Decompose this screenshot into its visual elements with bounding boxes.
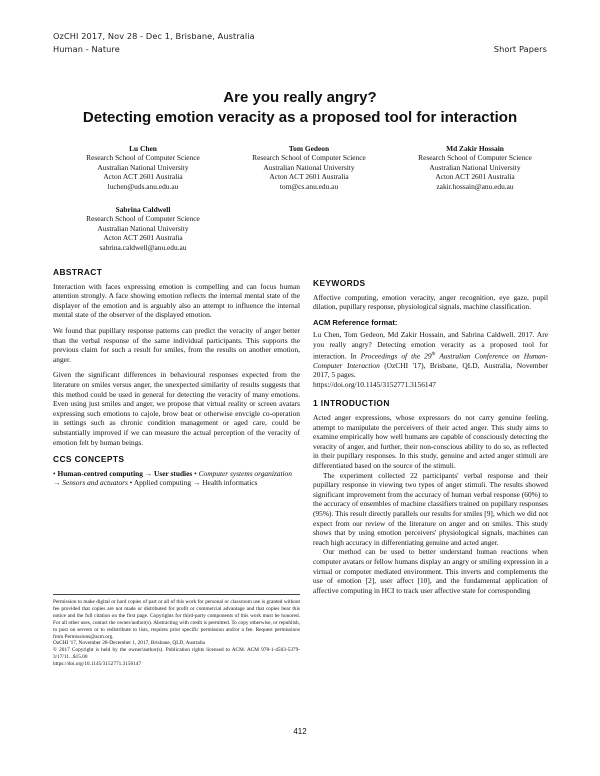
abstract-paragraph: We found that pupillary response patterns can predict the veracity of anger better than the verbal response of the same individual participants. This supports the previous claim for such a result for smiles, from the results on another emotion, anger. xyxy=(53,325,300,364)
author-block xyxy=(53,205,233,252)
author-dept: Research School of Computer Science xyxy=(86,214,200,224)
permission-doi: https://doi.org/10.1145/3152771.3156147 xyxy=(53,661,142,668)
author-name: Md Zakir Hossain xyxy=(446,144,504,153)
venue-header: OzCHI 2017, Nov 28 - Dec 1, Brisbane, Australia xyxy=(53,31,255,41)
author-block xyxy=(219,144,399,191)
ccs-heading: CCS CONCEPTS xyxy=(53,454,125,465)
reference-superscript: th xyxy=(431,351,436,357)
author-block xyxy=(385,144,565,191)
reference-post: (OzCHI '17), Brisbane, QLD, Australia, November 2017, 5 pages. xyxy=(313,360,548,380)
footnote-divider xyxy=(53,594,300,595)
introduction-heading: 1 INTRODUCTION xyxy=(313,398,390,409)
author-univ: Australian National University xyxy=(97,223,189,233)
left-column xyxy=(53,268,300,494)
author-email: tom@cs.anu.edu.au xyxy=(279,181,339,191)
ccs-bullet: • xyxy=(129,478,133,488)
permission-block xyxy=(53,599,300,668)
intro-paragraph: The experiment collected 22 participants' verbal response and their pupillary response in viewing two types of anger stimuli. The results showed significant improvement from the accuracy of human verbal response (60%) to the accuracy of ensembles of machine classifiers trained on pupillary responses (95%). This result directly parallels our results for smiles [9], which we did not expect from our review of the literature on anger and on smiles. This study shows that by using emotion perceivers' physiological signals, machines can reach high accuracy in differentiating genuine and acted anger. xyxy=(313,470,548,547)
author-email: zakir.hossain@anu.edu.au xyxy=(436,181,514,191)
keywords-heading: KEYWORDS xyxy=(313,278,366,288)
author-address: Acton ACT 2601 Australia xyxy=(103,172,183,182)
author-dept: Research School of Computer Science xyxy=(418,153,532,163)
author-dept: Research School of Computer Science xyxy=(252,153,366,163)
ccs-concept: Computer systems organization → Sensors and actuators xyxy=(53,468,292,488)
author-block xyxy=(53,144,233,191)
keywords-text: Affective computing, emotion veracity, anger recognition, eye gaze, pupil dilation, pupillary response, physiological signals, machine classification. xyxy=(313,292,548,312)
abstract-paragraph: Interaction with faces expressing emotion is compelling and can focus human attention strongly. A face showing emotion reflects the internal mental state of the displayer of the emotion and is arguably also an attempt to influence the internal mental state of the observer of the displayed emotion. xyxy=(53,281,300,320)
page-number: 412 xyxy=(293,727,307,736)
title-line-1: Are you really angry? xyxy=(223,89,377,106)
author-univ: Australian National University xyxy=(263,162,355,172)
permission-conference: OzCHI '17, November 28-December 1, 2017, Brisbane, QLD, Australia xyxy=(53,640,206,647)
reference-pre: Lu Chen, Tom Gedeon, Md Zakir Hossain, and Sabrina Caldwell. 2017. Are you really angry? Detecting emotion veracity as a proposed tool for interaction. In xyxy=(313,330,548,361)
author-name: Tom Gedeon xyxy=(288,144,330,153)
ccs-concept: Applied computing → Health informatics xyxy=(133,478,258,488)
reference-proceedings: Proceedings of the 29 xyxy=(360,351,432,361)
reference-doi: https://doi.org/10.1145/3152771.3156147 xyxy=(313,379,436,389)
reference-heading: ACM Reference format: xyxy=(313,317,398,327)
permission-text: Permission to make digital or hard copies of part or all of this work for personal or classroom use is granted without fee provided that copies are not made or distributed for profit or commercial advantage and that copies bear this notice and the full citation on the first page. Copyrights for third-party components of this work must be honored. For all other uses, contact the owner/author(s). Abstracting with credit is permitted. To copy otherwise, or republish, to post on servers or to redistribute to lists, requires prior specific permission and/or a fee. Request permissions from Permissions@acm.org. xyxy=(53,599,300,640)
author-email: luchen@uds.anu.edu.au xyxy=(107,181,179,191)
author-univ: Australian National University xyxy=(429,162,521,172)
author-address: Acton ACT 2601 Australia xyxy=(103,233,183,243)
abstract-paragraph: Given the significant differences in behavioural responses expected from the literature on smiles versus anger, the unexpected similarity of results suggests that this method could be used in general for detecting the veracity of many emotions. Even using just smiles and anger, we propose that virtual reality or screen avatars expressing such emotions to cajole, brow beat or otherwise envcigle co-operation in settings such as chronic condition management or aged care, could be substantially improved if we can measure the actual perception of the veracity of emotion felt by human beings. xyxy=(53,370,300,447)
ccs-bullet: • xyxy=(194,468,197,478)
author-address: Acton ACT 2601 Australia xyxy=(435,172,515,182)
author-dept: Research School of Computer Science xyxy=(86,153,200,163)
ccs-concepts xyxy=(53,469,300,488)
intro-paragraph: Acted anger expressions, whose expressors do not carry genuine feeling, attempt to manipulate the perceivers of their acted anger. This study aims to examine empirically how well humans are capable of consciously detecting the veracity of anger, and further, their non-conscious ability to do so, as reflected in their pupillary responses. In this study, genuine and acted anger stimuli are differentiated based on the source of the stimuli. xyxy=(313,413,548,470)
author-univ: Australian National University xyxy=(97,162,189,172)
reference-conference: Australian Conference on Human-Computer Interaction xyxy=(313,351,548,370)
reference-text xyxy=(313,330,548,389)
right-column xyxy=(313,279,548,595)
ccs-concept: Human-centred computing → User studies xyxy=(57,468,193,478)
author-name: Lu Chen xyxy=(129,144,157,153)
intro-paragraph: Our method can be used to better understand human reactions when computer avatars or fellow humans display an angry or smiling expression in a virtual or computer mediated environment. This inverts and complements the use of emotion [2], user affect [10], and the fundamental application of affective computing in HCI to track user affective state for corresponding xyxy=(313,547,548,595)
author-email: sabrina.caldwell@anu.edu.au xyxy=(99,242,187,252)
ccs-bullet: • xyxy=(53,468,56,478)
permission-copyright: © 2017 Copyright is held by the owner/author(s). Publication rights licensed to ACM. ACM 978-1-4503-5379-3/17/11...$15.00 xyxy=(53,647,300,661)
track-header: Human - Nature xyxy=(53,44,120,54)
author-name: Sabrina Caldwell xyxy=(115,205,171,214)
abstract-heading: ABSTRACT xyxy=(53,267,103,277)
author-address: Acton ACT 2601 Australia xyxy=(269,172,349,182)
paper-type-header: Short Papers xyxy=(493,44,547,54)
title-line-2: Detecting emotion veracity as a proposed tool for interaction xyxy=(82,109,518,126)
